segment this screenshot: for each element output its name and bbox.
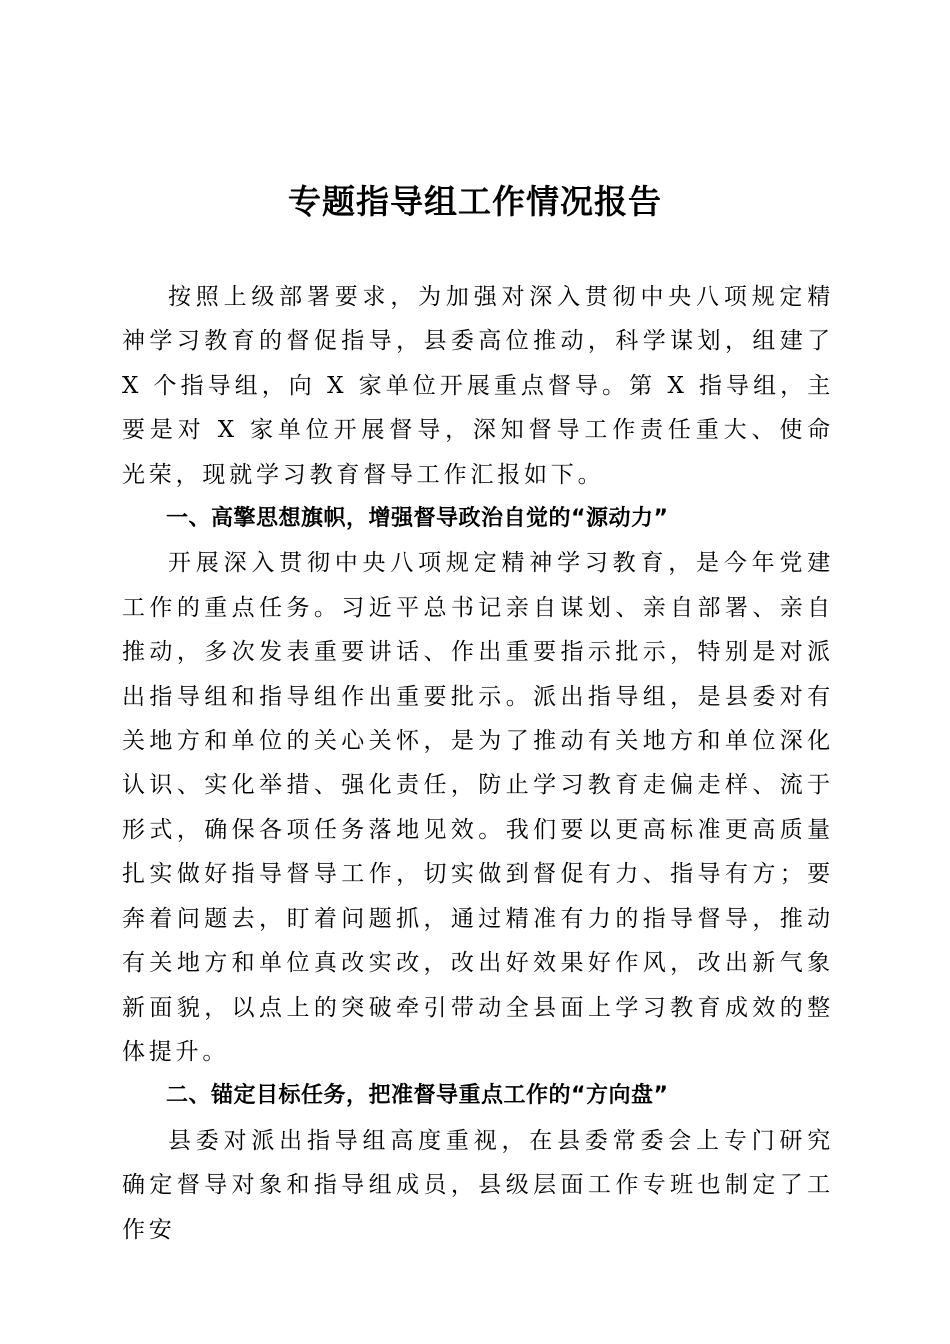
- document-body: [122, 275, 834, 1252]
- section-1-heading: 一、高擎思想旗帜，增强督导政治自觉的“源动力”: [166, 506, 669, 532]
- section-2-heading: 二、锚定目标任务，把准督导重点工作的“方向盘”: [166, 1083, 669, 1109]
- intro-paragraph: 按照上级部署要求，为加强对深入贯彻中央八项规定精神学习教育的督促指导，县委高位推动，科学谋划，组建了 X 个指导组，向 X 家单位开展重点督导。第 X 指导组，主要是对 X 家单位开展督导，深知督导工作责任重大、使命光荣，现就学习教育督导工作汇报如下。: [122, 284, 834, 488]
- document-title: 专题指导组工作情况报告: [288, 182, 662, 221]
- section-1-paragraph: 开展深入贯彻中央八项规定精神学习教育，是今年党建工作的重点任务。习近平总书记亲自谋划、亲自部署、亲自推动，多次发表重要讲话、作出重要指示批示，特别是对派出指导组和指导组作出重要批示。派出指导组，是县委对有关地方和单位的关心关怀，是为了推动有关地方和单位深化认识、实化举措、强化责任，防止学习教育走偏走样、流于形式，确保各项任务落地见效。我们要以更高标准更高质量扎实做好指导督导工作，切实做到督促有力、指导有方；要奔着问题去，盯着问题抓，通过精准有力的指导督导，推动有关地方和单位真改实改，改出好效果好作风，改出新气象新面貌，以点上的突破牵引带动全县面上学习教育成效的整体提升。: [122, 550, 834, 1065]
- section-2-paragraph: 县委对派出指导组高度重视，在县委常委会上专门研究确定督导对象和指导组成员，县级层面工作专班也制定了工作安: [122, 1127, 834, 1243]
